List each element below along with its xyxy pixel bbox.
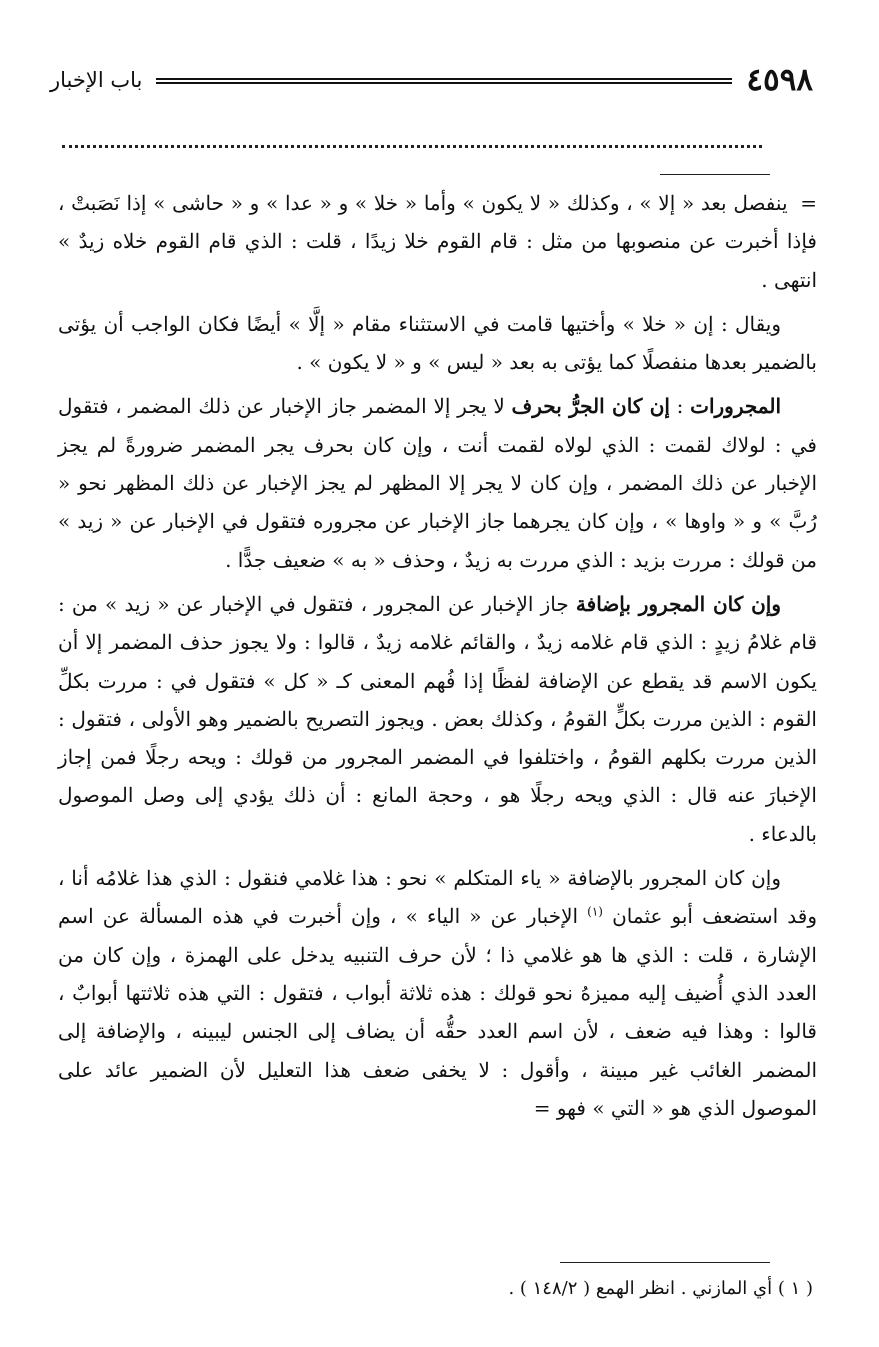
dotted-separator: [62, 145, 762, 148]
paragraph-2-text: ويقال : إن « خلا » وأختيها قامت في الاستثناء مقام « إلَّا » أيضًا فكان الواجب أن يؤتى بالضمير بعدها منفصلًا كما يؤتى به بعد « ليس » و « لا يكون » .: [58, 311, 817, 375]
running-header: [50, 58, 813, 102]
footnote-reference[interactable]: (١): [587, 904, 603, 919]
header-double-rule: [156, 78, 732, 84]
paragraph-1-text: ينفصل بعد « إلا » ، وكذلك « لا يكون » وأما « خلا » و « عدا » و « حاشى » إذا نَصَبتْ ، فإذا أخبرت عن منصوبها من مثل : قام القوم خلا زيدًا ، قلت : الذي قام القوم خلاه زيدٌ » انتهى .: [58, 191, 817, 292]
paragraph-3-text: لا يجر إلا المضمر جاز الإخبار عن ذلك المضمر ، فتقول في : لولاك لقمت : الذي لولاه لقمت أنت ، وإن كان بحرف يجر المضمر ضرورةً لم يجز الإخبار عن ذلك المضمر ، وإن كان لا يجر إلا المظهر لم يجز الإخبار عن ذلك المظهر نحو « رُبَّ » و « واوها » ، وإن كان يجرهما جاز الإخبار عن مجروره فتقول في الإخبار عن « زيد » من قولك : مررت بزيد : الذي مررت به زيدٌ ، وحذف « به » ضعيف جدًّا .: [58, 394, 817, 572]
paragraph-5-text-b: الإخبار عن « الياء » ، وإن أخبرت في هذه المسألة عن اسم الإشارة ، قلت : الذي ها هو غلامي ذا ؛ لأن حرف التنبيه يدخل على الهمزة ، وإن كان من العدد الذي أُضيف إليه مميزهُ نحو قولك : هذه ثلاثة أبواب ، فتقول : التي هذه ثلاثتها أبوابٌ ، قالوا : وهذا فيه ضعف ، لأن اسم العدد حقُّه أن يضاف إلى الجنس ليبينه ، والإضافة إلى المضمر الغائب غير مبينة ، وأقول : لا يخفى ضعف هذا التعليل لأن الضمير عائد على الموصول الذي هو « التي » فهو: [58, 904, 817, 1120]
section-heading-majrurat: المجرورات: [690, 394, 781, 419]
paragraph-4-text: جاز الإخبار عن المجرور ، فتقول في الإخبار عن « زيد » من : قام غلامُ زيدٍ : الذي قام غلامه زيدٌ ، والقائم غلامه زيدٌ ، قالوا : ولا يجوز حذف المضمر إلا أن يكون الاسم قد يقطع عن الإضافة لفظًا إذا فُهم المعنى كـ « كل » فتقول في : مررت بكلِّ القوم : الذين مررت بكلٍّ القومُ ، وكذلك بعض . ويجوز التصريح بالضمير وهو الأولى ، فتقول : الذين مررت بكلهم القومُ ، واختلفوا في المضمر المجرور من قولك : ويحه رجلًا فمن إجاز الإخبارَ عنه قال : الذي ويحه رجلًا هو ، وحجة المانع : أن ذلك يؤدي إلى وصل الموصول بالدعاء .: [58, 591, 818, 846]
footnote: ( ١ ) أي المازني . انظر الهمع ( ١٤٨/٢ ) .: [508, 1278, 813, 1299]
paragraph-2: [58, 305, 817, 382]
paragraph-1: [58, 184, 817, 299]
main-text: [58, 184, 817, 1133]
subheading-harf: إن كان الجرُّ بحرف: [511, 394, 670, 419]
paragraph-5-text-a: وإن كان المجرور بالإضافة « ياء المتكلم » نحو : هذا غلامي فنقول : الذي هذا غلامُه أنا ، وقد استضعف أبو عثمان: [58, 866, 817, 929]
footnote-rule: [560, 1262, 770, 1263]
paragraph-3: [58, 387, 817, 578]
heading-separator: :: [669, 394, 691, 419]
continuation-rule: [660, 174, 770, 175]
continuation-mark-start: =: [793, 191, 817, 215]
continuation-mark-end: =: [533, 1095, 557, 1120]
page-number: ٤٥٩٨: [746, 62, 813, 98]
paragraph-5: [58, 859, 817, 1127]
subheading-idafa: وإن كان المجرور بإضافة: [575, 591, 781, 616]
paragraph-4: [58, 585, 817, 853]
chapter-title: باب الإخبار: [50, 68, 143, 92]
